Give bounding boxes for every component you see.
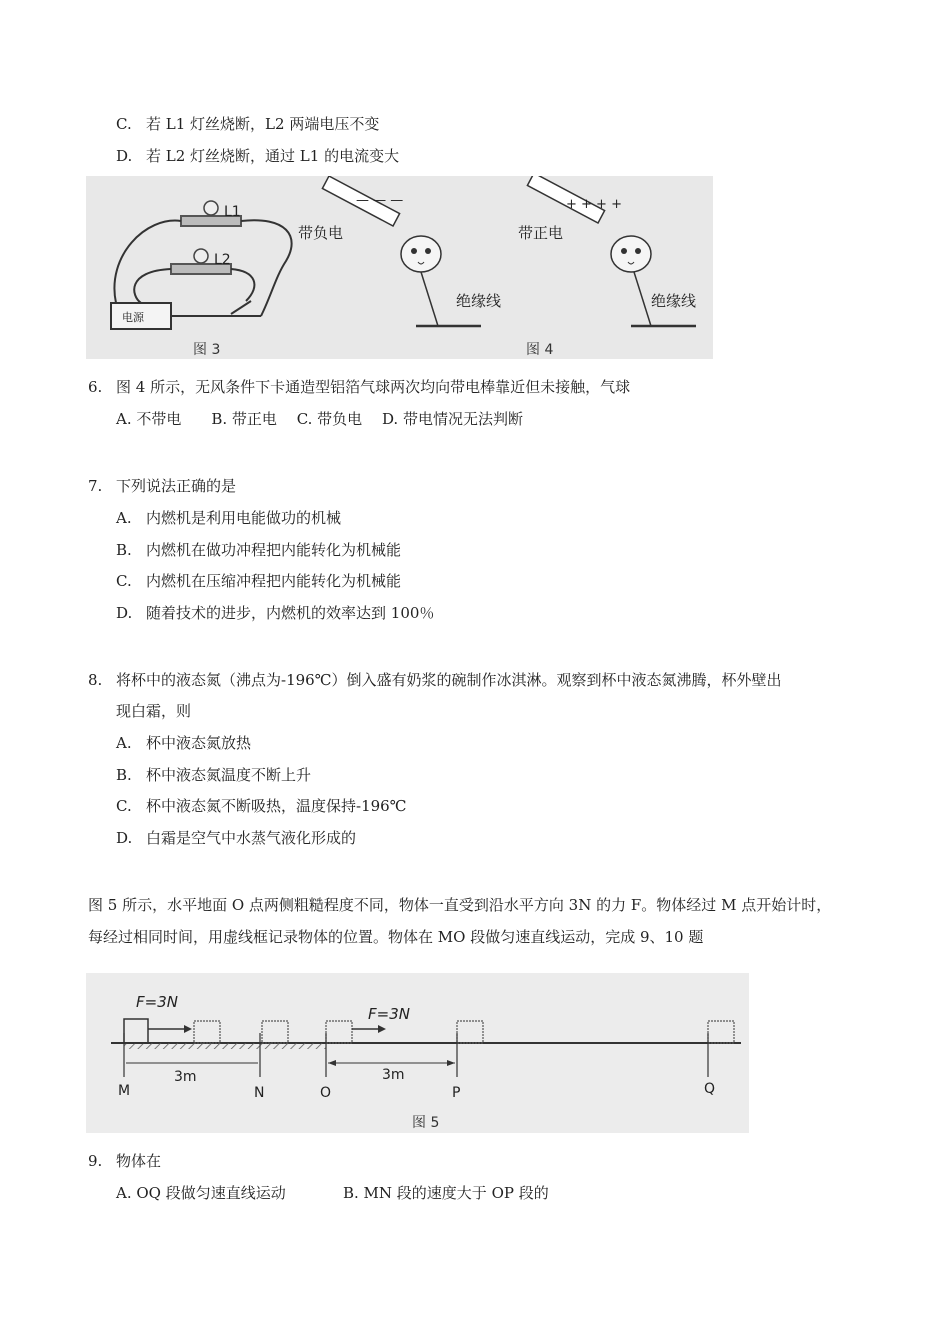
option-text: 内燃机是利用电能做功的机械 [146,509,342,527]
option-letter: C. [116,572,132,590]
figure-3-4 [86,176,713,359]
question-text: 下列说法正确的是 [116,477,237,495]
force-label-2: F=3N [368,1005,410,1023]
q7-option-c [116,571,401,591]
power-label: 电源 [122,311,144,324]
option-d-prev [116,146,399,166]
question-6-options: A. 不带电 B. 带正电 C. 带负电 D. 带电情况无法判断 [116,410,523,428]
option-letter: C. [116,115,132,133]
option-letter: A. [116,734,132,752]
question-6 [88,377,630,397]
option-text: 白霜是空气中水蒸气液化形成的 [146,829,357,847]
fig4-caption: 图 4 [526,342,554,358]
option-text: 内燃机在做功冲程把内能转化为机械能 [146,541,402,559]
point-label-O: O [320,1085,332,1101]
option-text: 内燃机在压缩冲程把内能转化为机械能 [146,572,402,590]
q9-option-b: B. MN 段的速度大于 OP 段的 [343,1184,549,1202]
fig3-caption: 图 3 [193,342,221,358]
figure-3-4-drawing [86,176,713,359]
point-label-N: N [254,1085,265,1101]
distance-label-2: 3m [382,1067,405,1083]
intro-line-1: 图 5 所示，水平地面 O 点两侧粗糙程度不同，物体一直受到沿水平方向 3N 的力 F。物体经过 M 点开始计时， [88,896,832,914]
question-number: 8. [88,671,103,689]
plus-signs: + + + + [566,197,622,212]
option-letter: C. [116,797,132,815]
neg-rod-label: 带负电 [298,224,344,242]
figure-5-drawing [86,973,749,1133]
intro-line-2: 每经过相同时间，用虚线框记录物体的位置。物体在 MO 段做匀速直线运动，完成 9、10 题 [88,928,704,946]
question-text: 将杯中的液态氮（沸点为-196℃）倒入盛有奶浆的碗制作冰淇淋。观察到杯中液态氮沸腾，杯外壁出 [116,671,782,689]
option-letter: B. [116,541,132,559]
question-9 [88,1151,161,1171]
option-letter: A. [116,509,132,527]
force-label-1: F=3N [136,993,178,1011]
option-letter: D. [116,147,133,165]
q8-option-c [116,796,406,816]
fig5-caption: 图 5 [412,1115,440,1131]
option-letter: D. [116,604,133,622]
question-number: 7. [88,477,103,495]
q7-option-b [116,540,401,560]
q9-option-a: A. OQ 段做匀速直线运动 [116,1184,286,1202]
q7-option-d [116,603,434,623]
q8-option-a [116,733,251,753]
q8-option-d [116,828,356,848]
question-text: 物体在 [116,1152,162,1170]
point-label-Q: Q [704,1081,716,1097]
option-letter: B. [116,766,132,784]
insulated-line-label-2: 绝缘线 [651,292,697,310]
pos-rod-label: 带正电 [518,224,564,242]
option-letter: D. [116,829,133,847]
question-number: 9. [88,1152,103,1170]
label-L1: L1 [224,204,241,220]
question-number: 6. [88,378,103,396]
option-text: 杯中液态氮放热 [146,734,252,752]
distance-label-1: 3m [174,1069,197,1085]
question-text: 图 4 所示，无风条件下卡通造型铝箔气球两次均向带电棒靠近但未接触，气球 [116,378,631,396]
insulated-line-label-1: 绝缘线 [456,292,502,310]
point-label-M: M [118,1083,131,1099]
option-text: 杯中液态氮不断吸热，温度保持-196℃ [146,797,407,815]
question-8 [88,670,781,690]
minus-signs: — — — [356,193,404,208]
option-c-prev [116,114,379,134]
q7-option-a [116,508,341,528]
option-text: 随着技术的进步，内燃机的效率达到 100％ [146,604,435,622]
label-L2: L2 [214,252,231,268]
q8-option-b [116,765,311,785]
question-8-cont: 现白霜，则 [116,702,192,720]
question-7 [88,476,236,496]
option-text: 杯中液态氮温度不断上升 [146,766,312,784]
figure-5 [86,973,749,1133]
point-label-P: P [452,1085,461,1101]
option-text: 若 L2 灯丝烧断，通过 L1 的电流变大 [146,147,400,165]
option-text: 若 L1 灯丝烧断，L2 两端电压不变 [146,115,380,133]
